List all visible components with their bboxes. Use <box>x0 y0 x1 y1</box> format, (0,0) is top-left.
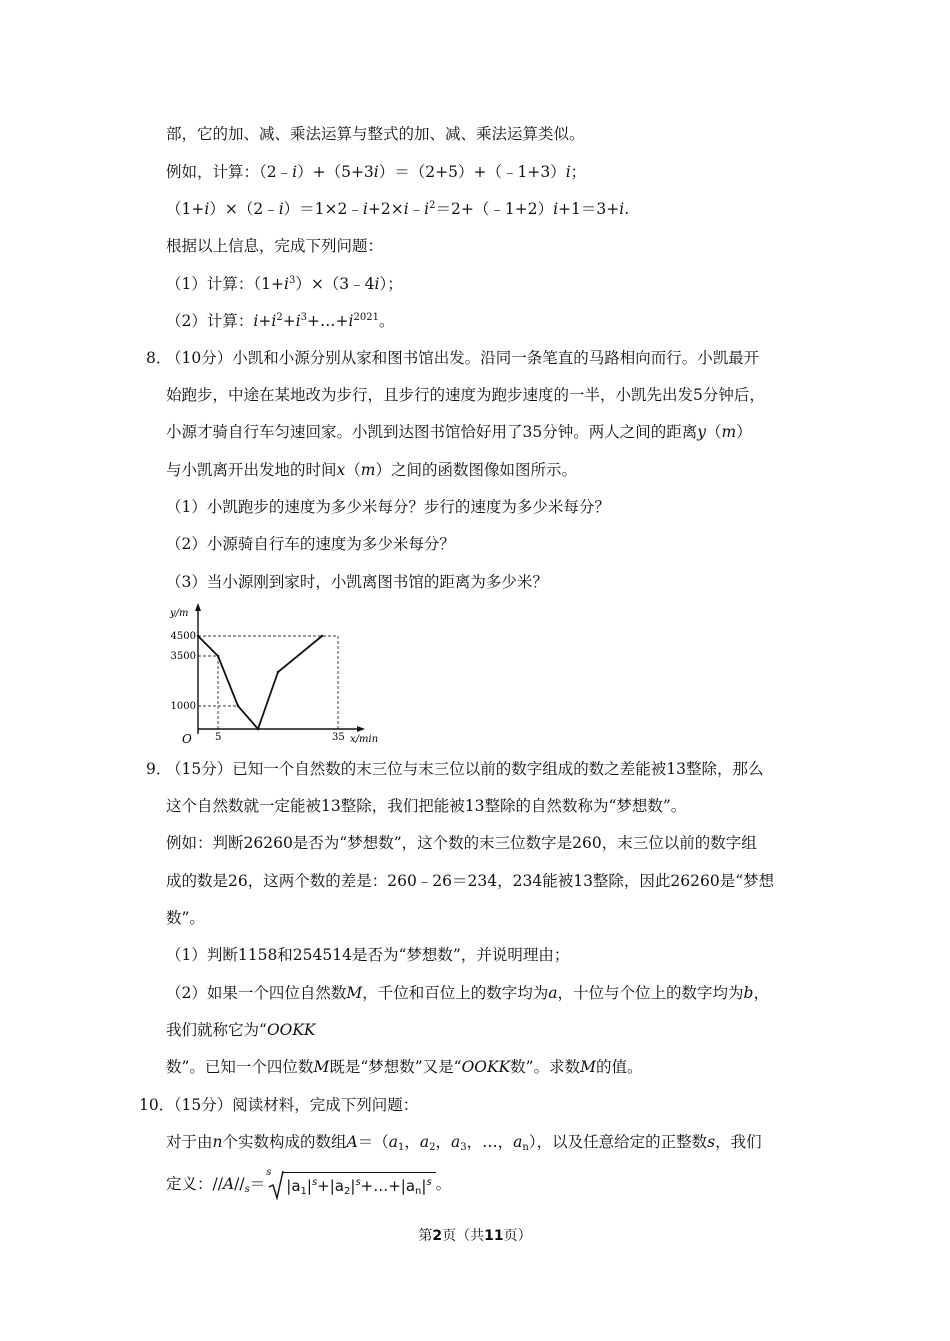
total-pages: 11 <box>484 1228 504 1244</box>
text-fragment: ＝2+（﹣1+2） <box>435 200 554 218</box>
var-i: i <box>283 275 289 293</box>
var-i: i <box>348 312 354 330</box>
text-fragment: 数”。已知一个四位数 <box>166 1058 314 1076</box>
text-fragment: （2）计算： <box>166 312 254 330</box>
var-A: A <box>222 1175 235 1193</box>
term-ookk: OOKK <box>266 1021 316 1039</box>
question-number: 10． <box>139 1096 175 1114</box>
subscript: n <box>415 1186 422 1197</box>
data-point <box>237 705 239 707</box>
var-A: A <box>346 1133 358 1151</box>
text-line: （10分）小凯和小源分别从家和图书馆出发。沿同一条笔直的马路相向而行。小凯最开 <box>166 349 760 367</box>
text-fragment: + <box>258 312 272 330</box>
text-line <box>166 199 629 219</box>
text-fragment: ）＝1×2﹣ <box>283 200 363 218</box>
var-a: a <box>513 1133 523 1151</box>
tick-label: 5 <box>215 732 222 743</box>
text-fragment: |a <box>286 1177 301 1195</box>
y-axis-arrow <box>195 603 201 611</box>
data-point <box>197 635 199 637</box>
var-i: i <box>373 163 379 181</box>
var-i: i <box>565 163 571 181</box>
tick-label: 4500 <box>170 631 196 642</box>
text-fragment: // <box>234 1175 245 1193</box>
var-i: i <box>253 312 259 330</box>
text-fragment: 。 <box>435 1175 452 1193</box>
var-i: i <box>278 200 284 218</box>
text-line <box>166 1132 762 1152</box>
var-i: i <box>271 312 277 330</box>
x-axis-arrow <box>357 726 365 732</box>
text-line <box>166 983 769 1003</box>
exponent: 3 <box>288 275 296 286</box>
var-M: M <box>346 984 363 1002</box>
text-fragment: （ <box>345 461 361 479</box>
var-y: y <box>697 423 706 441</box>
text-fragment: 的值。 <box>595 1058 643 1076</box>
text-line: 始跑步，中途在某地改为步行，且步行的速度为跑步速度的一半，小凯先出发5分钟后， <box>166 386 765 404</box>
var-s: s <box>311 1177 318 1188</box>
text-fragment: 定义：// <box>166 1175 223 1193</box>
var-a: a <box>548 984 558 1002</box>
radical-sign-icon <box>268 1170 284 1200</box>
text-fragment: 既是“梦想数”又是“ <box>329 1058 462 1076</box>
tick-label: 1000 <box>170 701 196 712</box>
var-i: i <box>374 275 380 293</box>
text-line <box>166 162 586 182</box>
exponent: 2 <box>429 200 436 211</box>
var-i: i <box>292 163 298 181</box>
term-ookk: OOKK <box>461 1058 511 1076</box>
var-m: m <box>721 423 737 441</box>
text-fragment: ，我们 <box>715 1133 762 1151</box>
var-M: M <box>580 1058 596 1076</box>
tick-label: 3500 <box>170 651 196 662</box>
text-fragment: 第 <box>418 1228 433 1244</box>
var-n: n <box>212 1133 223 1151</box>
text-line <box>166 1020 316 1040</box>
subscript: 2 <box>429 1142 436 1153</box>
text-fragment: |a <box>400 1177 416 1195</box>
var-s: s <box>355 1177 361 1188</box>
radical-expression <box>266 1167 435 1198</box>
text-line: 数”。 <box>166 909 205 927</box>
text-fragment: | <box>421 1177 427 1195</box>
text-line: （2）小源骑自行车的速度为多少米每分？ <box>166 535 455 553</box>
exponent: 2 <box>276 312 283 323</box>
text-line: 成的数是26，这两个数的差是：260﹣26＝234，234能被13整除，因此26260是“梦想 <box>166 872 775 890</box>
text-fragment: 小源才骑自行车匀速回家。小凯到达图书馆恰好用了35分钟。两人之间的距离 <box>166 423 698 441</box>
var-i: i <box>362 200 368 218</box>
data-point <box>321 635 323 637</box>
text-fragment: 个实数构成的数组 <box>222 1133 347 1151</box>
tick-label: 35 <box>332 732 345 743</box>
subscript: 3 <box>460 1142 467 1153</box>
data-point <box>277 671 279 673</box>
text-fragment: ），以及任意给定的正整数 <box>528 1133 708 1151</box>
text-fragment: （ <box>706 423 722 441</box>
data-point <box>257 728 259 730</box>
var-b: b <box>743 984 754 1002</box>
text-fragment: ） <box>736 423 752 441</box>
var-s: s <box>426 1177 432 1188</box>
text-fragment: （1+ <box>166 200 205 218</box>
x-axis-label: x/min <box>350 734 378 745</box>
text-line <box>166 1167 452 1198</box>
radical-index: s <box>266 1167 272 1178</box>
text-fragment: ， <box>753 984 769 1002</box>
radical-body <box>282 1172 435 1198</box>
text-fragment: ）之间的函数图像如图所示。 <box>375 461 577 479</box>
text-line <box>166 311 394 331</box>
text-line: （15分）阅读材料，完成下列问题： <box>166 1096 419 1114</box>
var-m: m <box>360 461 376 479</box>
function-graph <box>168 598 378 748</box>
text-fragment: 我们就称它为“ <box>166 1021 267 1039</box>
page-number: 2 <box>432 1228 443 1244</box>
exponent: 3 <box>300 312 308 323</box>
var-s: s <box>244 1184 250 1195</box>
text-fragment: （2）如果一个四位自然数 <box>166 984 347 1002</box>
subscript: 2 <box>344 1186 351 1197</box>
text-fragment: ﹣ <box>408 200 425 218</box>
text-fragment: ， <box>435 1133 452 1151</box>
text-fragment: ）＝（2+5）+（﹣1+3） <box>378 163 566 181</box>
text-line <box>166 1057 643 1077</box>
text-fragment: . <box>624 200 630 218</box>
text-fragment: ， <box>404 1133 420 1151</box>
var-i: i <box>295 312 301 330</box>
text-fragment: ，十位与个位上的数字均为 <box>557 984 744 1002</box>
text-line <box>166 274 403 294</box>
var-i: i <box>619 200 625 218</box>
question-number: 8． <box>146 349 172 367</box>
text-fragment: 例如，计算：（2﹣ <box>166 163 293 181</box>
series-points <box>197 635 323 730</box>
text-line: 例如：判断26260是否为“梦想数”，这个数的末三位数字是260，末三位以前的数字组 <box>166 834 757 852</box>
var-a: a <box>419 1133 430 1151</box>
text-line <box>166 460 577 480</box>
text-fragment: 对于由 <box>166 1133 213 1151</box>
var-M: M <box>313 1058 330 1076</box>
text-line: （3）当小源刚到家时，小凯离图书馆的距离为多少米？ <box>166 573 548 591</box>
text-line <box>166 422 752 442</box>
page-footer <box>0 1225 950 1245</box>
text-line: （1）判断1158和254514是否为“梦想数”，并说明理由； <box>166 946 570 964</box>
y-axis-label: y/m <box>170 608 189 619</box>
text-fragment: ； <box>570 163 587 181</box>
text-fragment: ， <box>497 1133 514 1151</box>
subscript: n <box>522 1142 529 1153</box>
text-fragment: （1）计算：（1+ <box>166 275 284 293</box>
text-fragment: +…+ <box>360 1177 401 1195</box>
var-x: x <box>336 461 346 479</box>
text-fragment: ）×（3﹣4 <box>295 275 375 293</box>
text-line: （1）小凯跑步的速度为多少米每分？步行的速度为多少米每分？ <box>166 498 610 516</box>
subscript: 1 <box>397 1142 405 1153</box>
text-line: 部，它的加、减、乘法运算与整式的加、减、乘法运算类似。 <box>166 125 585 143</box>
var-i: i <box>424 200 430 218</box>
text-fragment: +1＝3+ <box>558 200 620 218</box>
text-fragment: ， <box>466 1133 483 1151</box>
text-fragment: +2× <box>367 200 404 218</box>
text-fragment: 与小凯离开出发地的时间 <box>166 461 337 479</box>
text-fragment: ＝（ <box>357 1133 389 1151</box>
text-fragment: + <box>282 312 296 330</box>
var-a: a <box>451 1133 461 1151</box>
origin-label: O <box>182 732 192 746</box>
text-fragment: |a <box>329 1177 344 1195</box>
text-fragment: | <box>306 1177 312 1195</box>
series-line <box>198 636 322 729</box>
text-fragment: ）； <box>379 275 403 293</box>
text-fragment: +…+ <box>307 312 349 330</box>
var-i: i <box>553 200 559 218</box>
text-line: 根据以上信息，完成下列问题： <box>166 237 384 255</box>
text-fragment: ，千位和百位上的数字均为 <box>362 984 549 1002</box>
text-line: （15分）已知一个自然数的末三位与末三位以前的数字组成的数之差能被13整除，那么 <box>166 760 764 778</box>
var-i: i <box>204 200 210 218</box>
text-fragment: 页（共 <box>442 1228 485 1244</box>
exponent: 2021 <box>353 312 379 323</box>
text-fragment: 。 <box>378 312 395 330</box>
data-point <box>217 655 219 657</box>
subscript: 1 <box>300 1186 307 1197</box>
var-i: i <box>403 200 409 218</box>
text-fragment: + <box>317 1177 330 1195</box>
text-fragment: 数”。求数 <box>510 1058 581 1076</box>
tick-labels <box>171 631 345 743</box>
text-line: 这个自然数就一定能被13整除，我们把能被13整除的自然数称为“梦想数”。 <box>166 797 687 815</box>
guide-lines <box>198 636 338 729</box>
text-fragment: ＝ <box>249 1175 266 1193</box>
text-fragment: 页） <box>503 1228 532 1244</box>
var-s: s <box>707 1133 716 1151</box>
text-fragment: ）+（5+3 <box>297 163 374 181</box>
text-fragment: ）×（2﹣ <box>209 200 279 218</box>
question-number: 9． <box>146 760 172 778</box>
var-a: a <box>388 1133 398 1151</box>
text-fragment: … <box>482 1133 498 1151</box>
text-fragment: | <box>350 1177 356 1195</box>
